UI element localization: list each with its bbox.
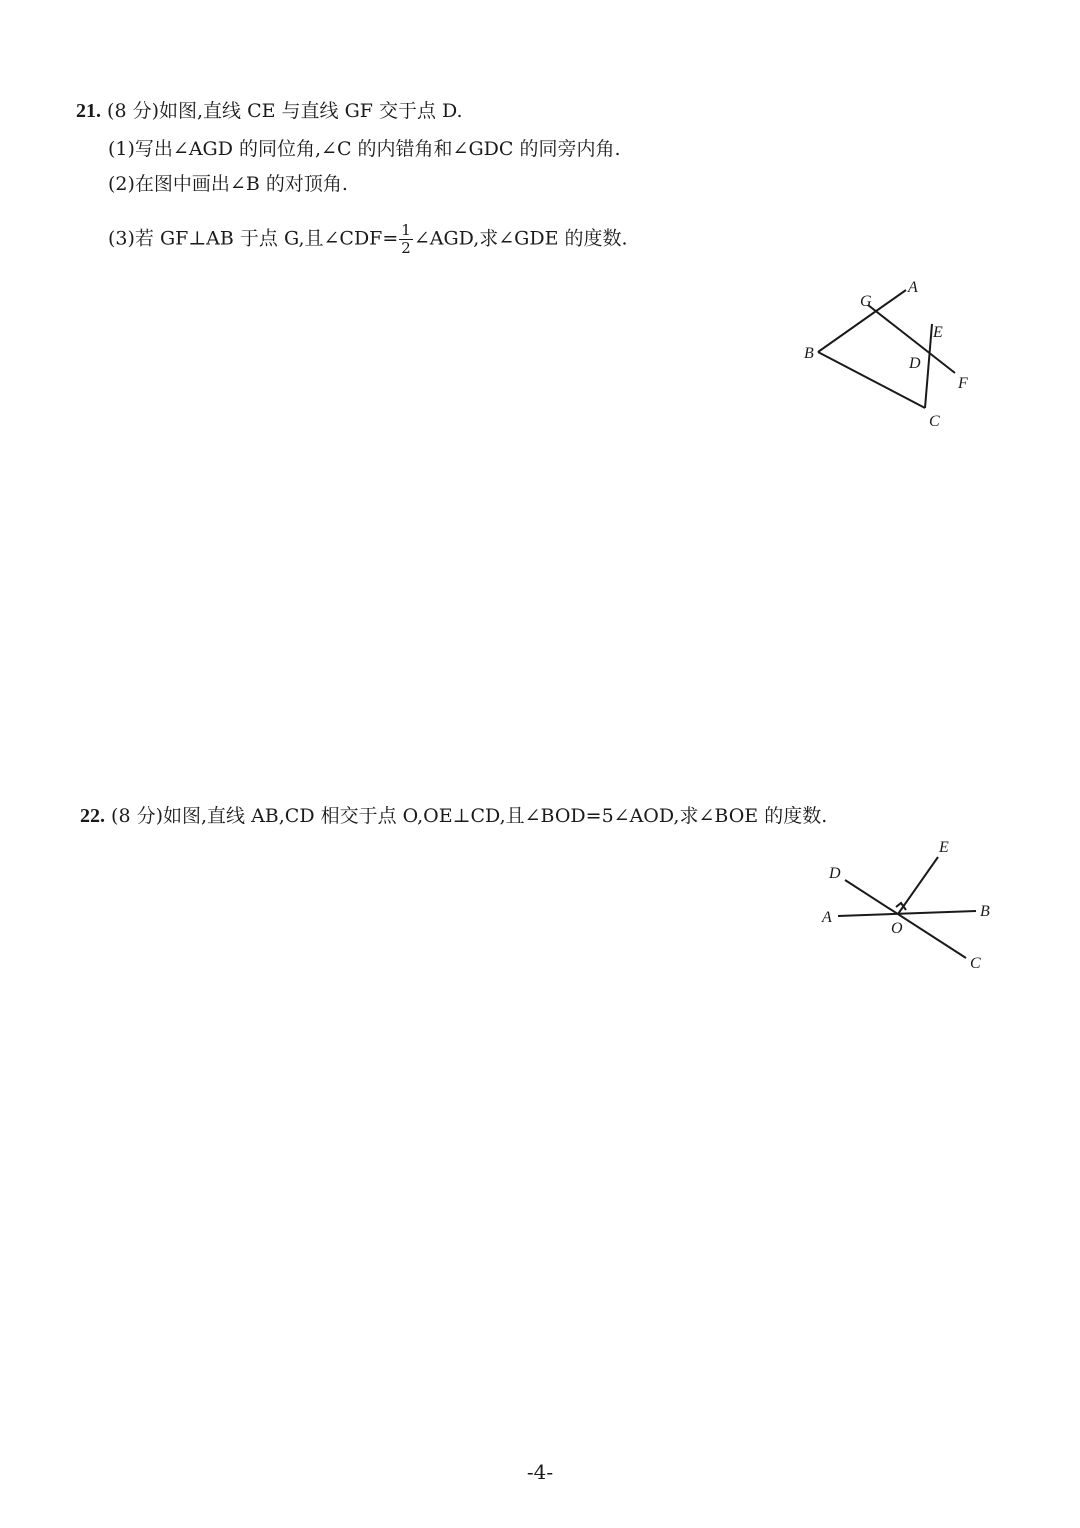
q22-number: 22. <box>80 805 105 827</box>
q22-label-C: C <box>970 955 981 972</box>
page-number: -4- <box>526 1460 554 1484</box>
q21-label-G: G <box>860 293 872 310</box>
q21-stem: (8 分)如图,直线 CE 与直线 GF 交于点 D. <box>107 100 463 122</box>
q22-label-O: O <box>891 920 903 937</box>
q21-label-E: E <box>933 324 943 341</box>
q21-fraction-denominator: 2 <box>401 239 411 257</box>
q22-label-D: D <box>829 865 841 882</box>
q22-line-AB <box>838 911 976 916</box>
q22-label-E: E <box>939 839 949 856</box>
q21-part3-prefix: (3)若 GF⊥AB 于点 G,且∠CDF= <box>108 227 399 250</box>
q22-stem: (8 分)如图,直线 AB,CD 相交于点 O,OE⊥CD,且∠BOD=5∠AOD,求∠BOE 的度数. <box>111 805 828 827</box>
q21-label-B: B <box>804 345 814 362</box>
q21-part1: (1)写出∠AGD 的同位角,∠C 的内错角和∠GDC 的同旁内角. <box>108 138 621 160</box>
q21-label-A: A <box>908 279 918 296</box>
q21-label-F: F <box>958 375 968 392</box>
q22-line-OE <box>898 857 938 914</box>
q21-label-C: C <box>929 413 940 430</box>
q21-number: 21. <box>76 100 101 122</box>
q21-fraction-numerator: 1 <box>401 221 411 239</box>
q21-label-D: D <box>909 355 921 372</box>
q22-label-B: B <box>980 903 990 920</box>
q22-label-A: A <box>822 909 832 926</box>
q21-part2: (2)在图中画出∠B 的对顶角. <box>108 173 348 195</box>
q21-part3-suffix: ∠AGD,求∠GDE 的度数. <box>413 227 628 250</box>
q22-line-DC <box>845 880 966 958</box>
